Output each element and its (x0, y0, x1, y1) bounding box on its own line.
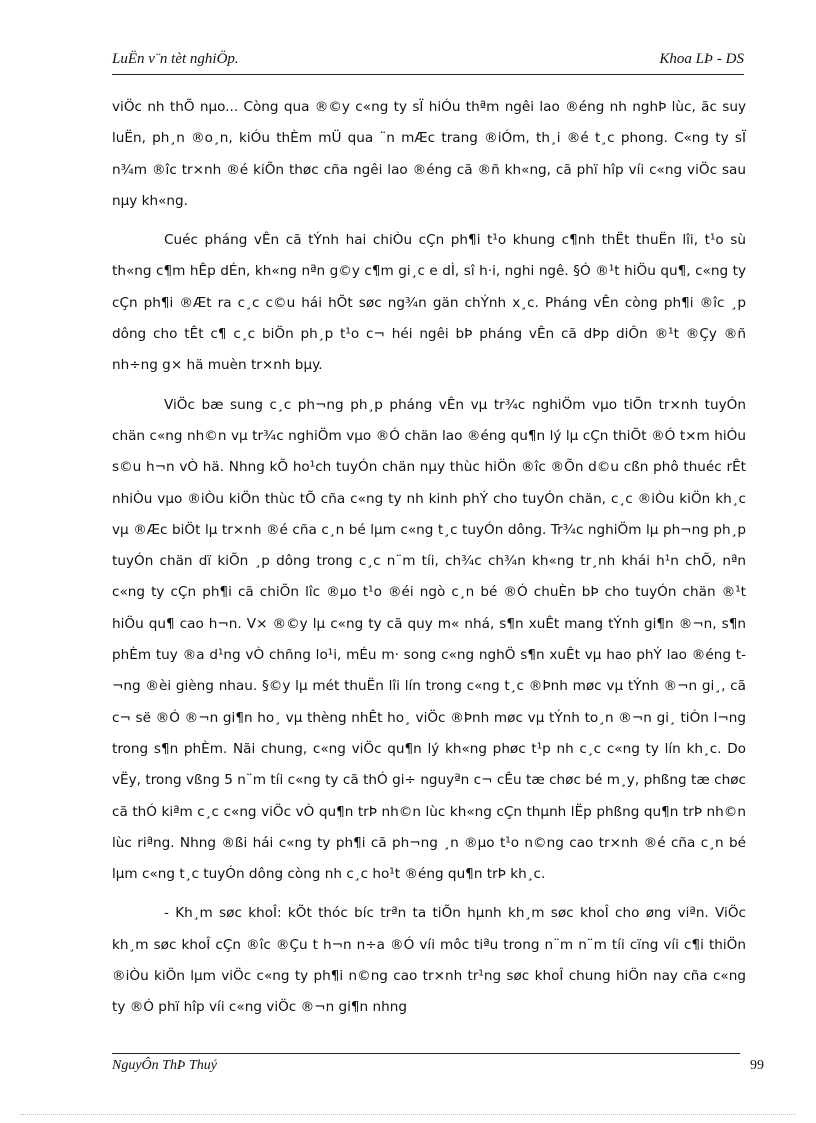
paragraph-2: Cuéc pháng vÊn cã tÝnh hai chiÒu cÇn ph¶i t¹o khung c¶nh thËt thuËn lîi, t¹o sù th«ng c¶m hÊp dÉn, kh«ng nªn g©y c¶m gi¸c e dÌ, sî h·i, nghi ngê. §Ó ®¹t hiÖu qu¶, c«ng ty cÇn ph¶i ®Æt ra c¸c c©u hái hÕt søc ng¾n gän chÝnh x¸c. Pháng vÊn còng ph¶i ®îc ¸p dông cho tÊt c¶ c¸c biÖn ph¸p t¹o c¬ héi ngêi bÞ pháng vÊn cã dÞp diÔn ®¹t ®Çy ®ñ nh÷ng g× hä muèn tr×nh bµy. (112, 232, 746, 374)
footer-divider (112, 1053, 740, 1054)
faculty-name: Khoa LÞ - DS (659, 51, 744, 67)
author-name: NguyÔn ThÞ Thuý (112, 1058, 217, 1073)
page-edge-divider (20, 1114, 796, 1115)
paragraph-4: - Kh¸m søc khoÎ: kÕt thóc bíc trªn ta tiÕn hµnh kh¸m søc khoÎ cho øng viªn. ViÖc kh¸m søc khoÎ cÇn ®îc ®Çu t h¬n n÷a ®Ó víi môc tiªu trong n¨m n¨m tíi cïng víi c¶i thiÖn ®iÒu kiÖn lµm viÖc c«ng ty ph¶i n©ng cao tr×nh tr¹ng søc khoÎ chung hiÖn nay cña c«ng ty ®Ó phï hîp víi c«ng viÖc ®¬n gi¶n nhng (112, 905, 746, 1016)
body-text (112, 92, 746, 1032)
page-header (112, 50, 744, 75)
paragraph-3: ViÖc bæ sung c¸c ph¬ng ph¸p pháng vÊn vµ tr¾c nghiÖm vµo tiÕn tr×nh tuyÓn chän c«ng nh©n vµ tr¾c nghiÖm vµo ®Ó chän lao ®éng qu¶n lý lµ cÇn thiÕt ®Ó t×m hiÓu s©u h¬n vÒ hä. Nhng kÕ ho¹ch tuyÓn chän nµy thùc hiÖn ®îc ®Õn d©u cßn phô thuéc rÊt nhiÒu vµo ®iÒu kiÖn thùc tÕ cña c«ng ty nh kinh phÝ cho tuyÓn chän, c¸c ®iÒu kiÖn kh¸c vµ ®Æc biÖt lµ tr×nh ®é cña c¸n bé lµm c«ng t¸c tuyÓn dông. Tr¾c nghiÖm lµ ph¬ng ph¸p tuyÓn chän dï kiÕn ¸p dông trong c¸c n¨m tíi, ch¾c ch¾n kh«ng tr¸nh khái h¹n chÕ, nªn c«ng ty cÇn ph¶i cã chiÕn lîc ®µo t¹o ®éi ngò c¸n bé ®Ó chuÈn bÞ cho tuyÓn chän ®¹t hiÖu qu¶ cao h¬n. V× ®©y lµ c«ng ty cã quy m« nhá, s¶n xuÊt mang tÝnh gi¶n ®¬n, s¶n phÈm tuy ®a d¹ng vÒ chñng lo¹i, mÉu m· song c«ng nghÖ s¶n xuÊt vµ hao phÝ lao ®éng t¬ng ®èi gièng nhau. §©y lµ mét thuËn lîi lín trong c«ng t¸c ®Þnh møc vµ tÝnh ®¬n gi¸, cã c¬ së ®Ó ®¬n gi¶n ho¸ vµ thèng nhÊt ho¸ viÖc ®Þnh møc vµ tÝnh to¸n ®¬n gi¸ tiÒn l¬ng trong s¶n phÈm. Nãi chung, c«ng viÖc qu¶n lý kh«ng phøc t¹p nh c¸c c«ng ty lín kh¸c. Do vËy, trong vßng 5 n¨m tíi c«ng ty cã thÓ gi÷ nguyªn c¬ cÊu tæ chøc bé m¸y, phßng tæ chøc cã thÓ kiªm c¸c c«ng viÖc vÒ qu¶n trÞ nh©n lùc kh«ng cÇn thµnh lËp phßng qu¶n trÞ nh©n lùc riªng. Nhng ®ßi hái c«ng ty ph¶i cã ph¬ng ¸n ®µo t¹o n©ng cao tr×nh ®é cña c¸n bé lµm c«ng t¸c tuyÓn dông còng nh c¸c ho¹t ®éng qu¶n trÞ kh¸c. (112, 396, 746, 883)
thesis-title: LuËn v¨n tèt nghiÖp. (112, 51, 239, 67)
paragraph-1: viÖc nh thÕ nµo... Còng qua ®©y c«ng ty sÏ hiÓu thªm ngêi lao ®éng nh nghÞ lùc, ãc suy luËn, ph¸n ®o¸n, kiÓu thÈm mÜ qua ¨n mÆc trang ®iÓm, th¸i ®é t¸c phong. C«ng ty sÏ n¾m ®îc tr×nh ®é kiÕn thøc cña ngêi lao ®éng cã ®ñ kh«ng, cã phï hîp víi c«ng viÖc sau nµy kh«ng. (112, 99, 746, 209)
page-number: 99 (750, 1058, 764, 1073)
